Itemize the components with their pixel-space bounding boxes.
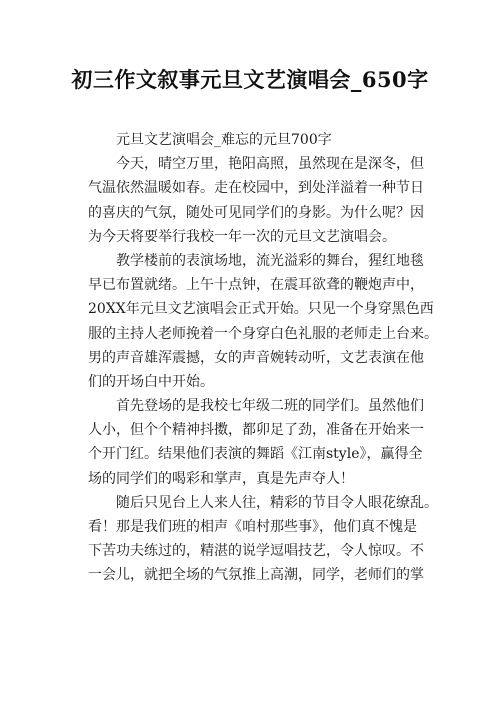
text-line: 服的主持人老师挽着一个身穿白色礼服的老师走上台来。	[88, 325, 438, 342]
document-title: 初三作文叙事元旦文艺演唱会_650字	[71, 67, 429, 92]
text-line: 人小，但个个精神抖擞，都卯足了劲，准备在开始来一	[88, 422, 424, 439]
text-line: 下苦功夫练过的，精湛的说学逗唱技艺，令人惊叹。不	[88, 543, 424, 560]
text-line: 场的同学们的喝彩和掌声，真是先声夺人！	[88, 470, 354, 487]
text-line: 个开门红。结果他们表演的舞蹈《江南style》，赢得全	[88, 446, 423, 463]
text-line: 元旦文艺演唱会_难忘的元旦700字	[116, 132, 332, 148]
text-line: 为今天将要举行我校一年一次的元旦文艺演唱会。	[88, 228, 396, 245]
document-body	[88, 128, 438, 588]
text-line: 教学楼前的表演场地，流光溢彩的舞台，猩红地毯	[116, 252, 424, 269]
text-line: 20XX年元旦文艺演唱会正式开始。只见一个身穿黑色西	[88, 301, 434, 318]
text-line: 随后只见台上人来人往，精彩的节目令人眼花缭乱。	[116, 494, 438, 511]
text-line: 们的开场白中开始。	[88, 373, 214, 390]
text-line: 早已布置就绪。上午十点钟，在震耳欲聋的鞭炮声中，	[88, 277, 424, 294]
text-line: 气温依然温暖如春。走在校园中，到处洋溢着一种节日	[88, 180, 424, 197]
text-line: 首先登场的是我校七年级二班的同学们。虽然他们	[116, 398, 424, 415]
text-line: 看！那是我们班的相声《咱村那些事》，他们真不愧是	[88, 519, 417, 535]
text-line: 今天，晴空万里，艳阳高照，虽然现在是深冬，但	[116, 156, 424, 173]
text-line: 一会儿，就把全场的气氛推上高潮，同学，老师们的掌	[88, 567, 424, 584]
text-line: 的喜庆的气氛，随处可见同学们的身影。为什么呢？因	[88, 204, 424, 221]
text-line: 男的声音雄浑震撼，女的声音婉转动听，文艺表演在他	[88, 349, 424, 366]
